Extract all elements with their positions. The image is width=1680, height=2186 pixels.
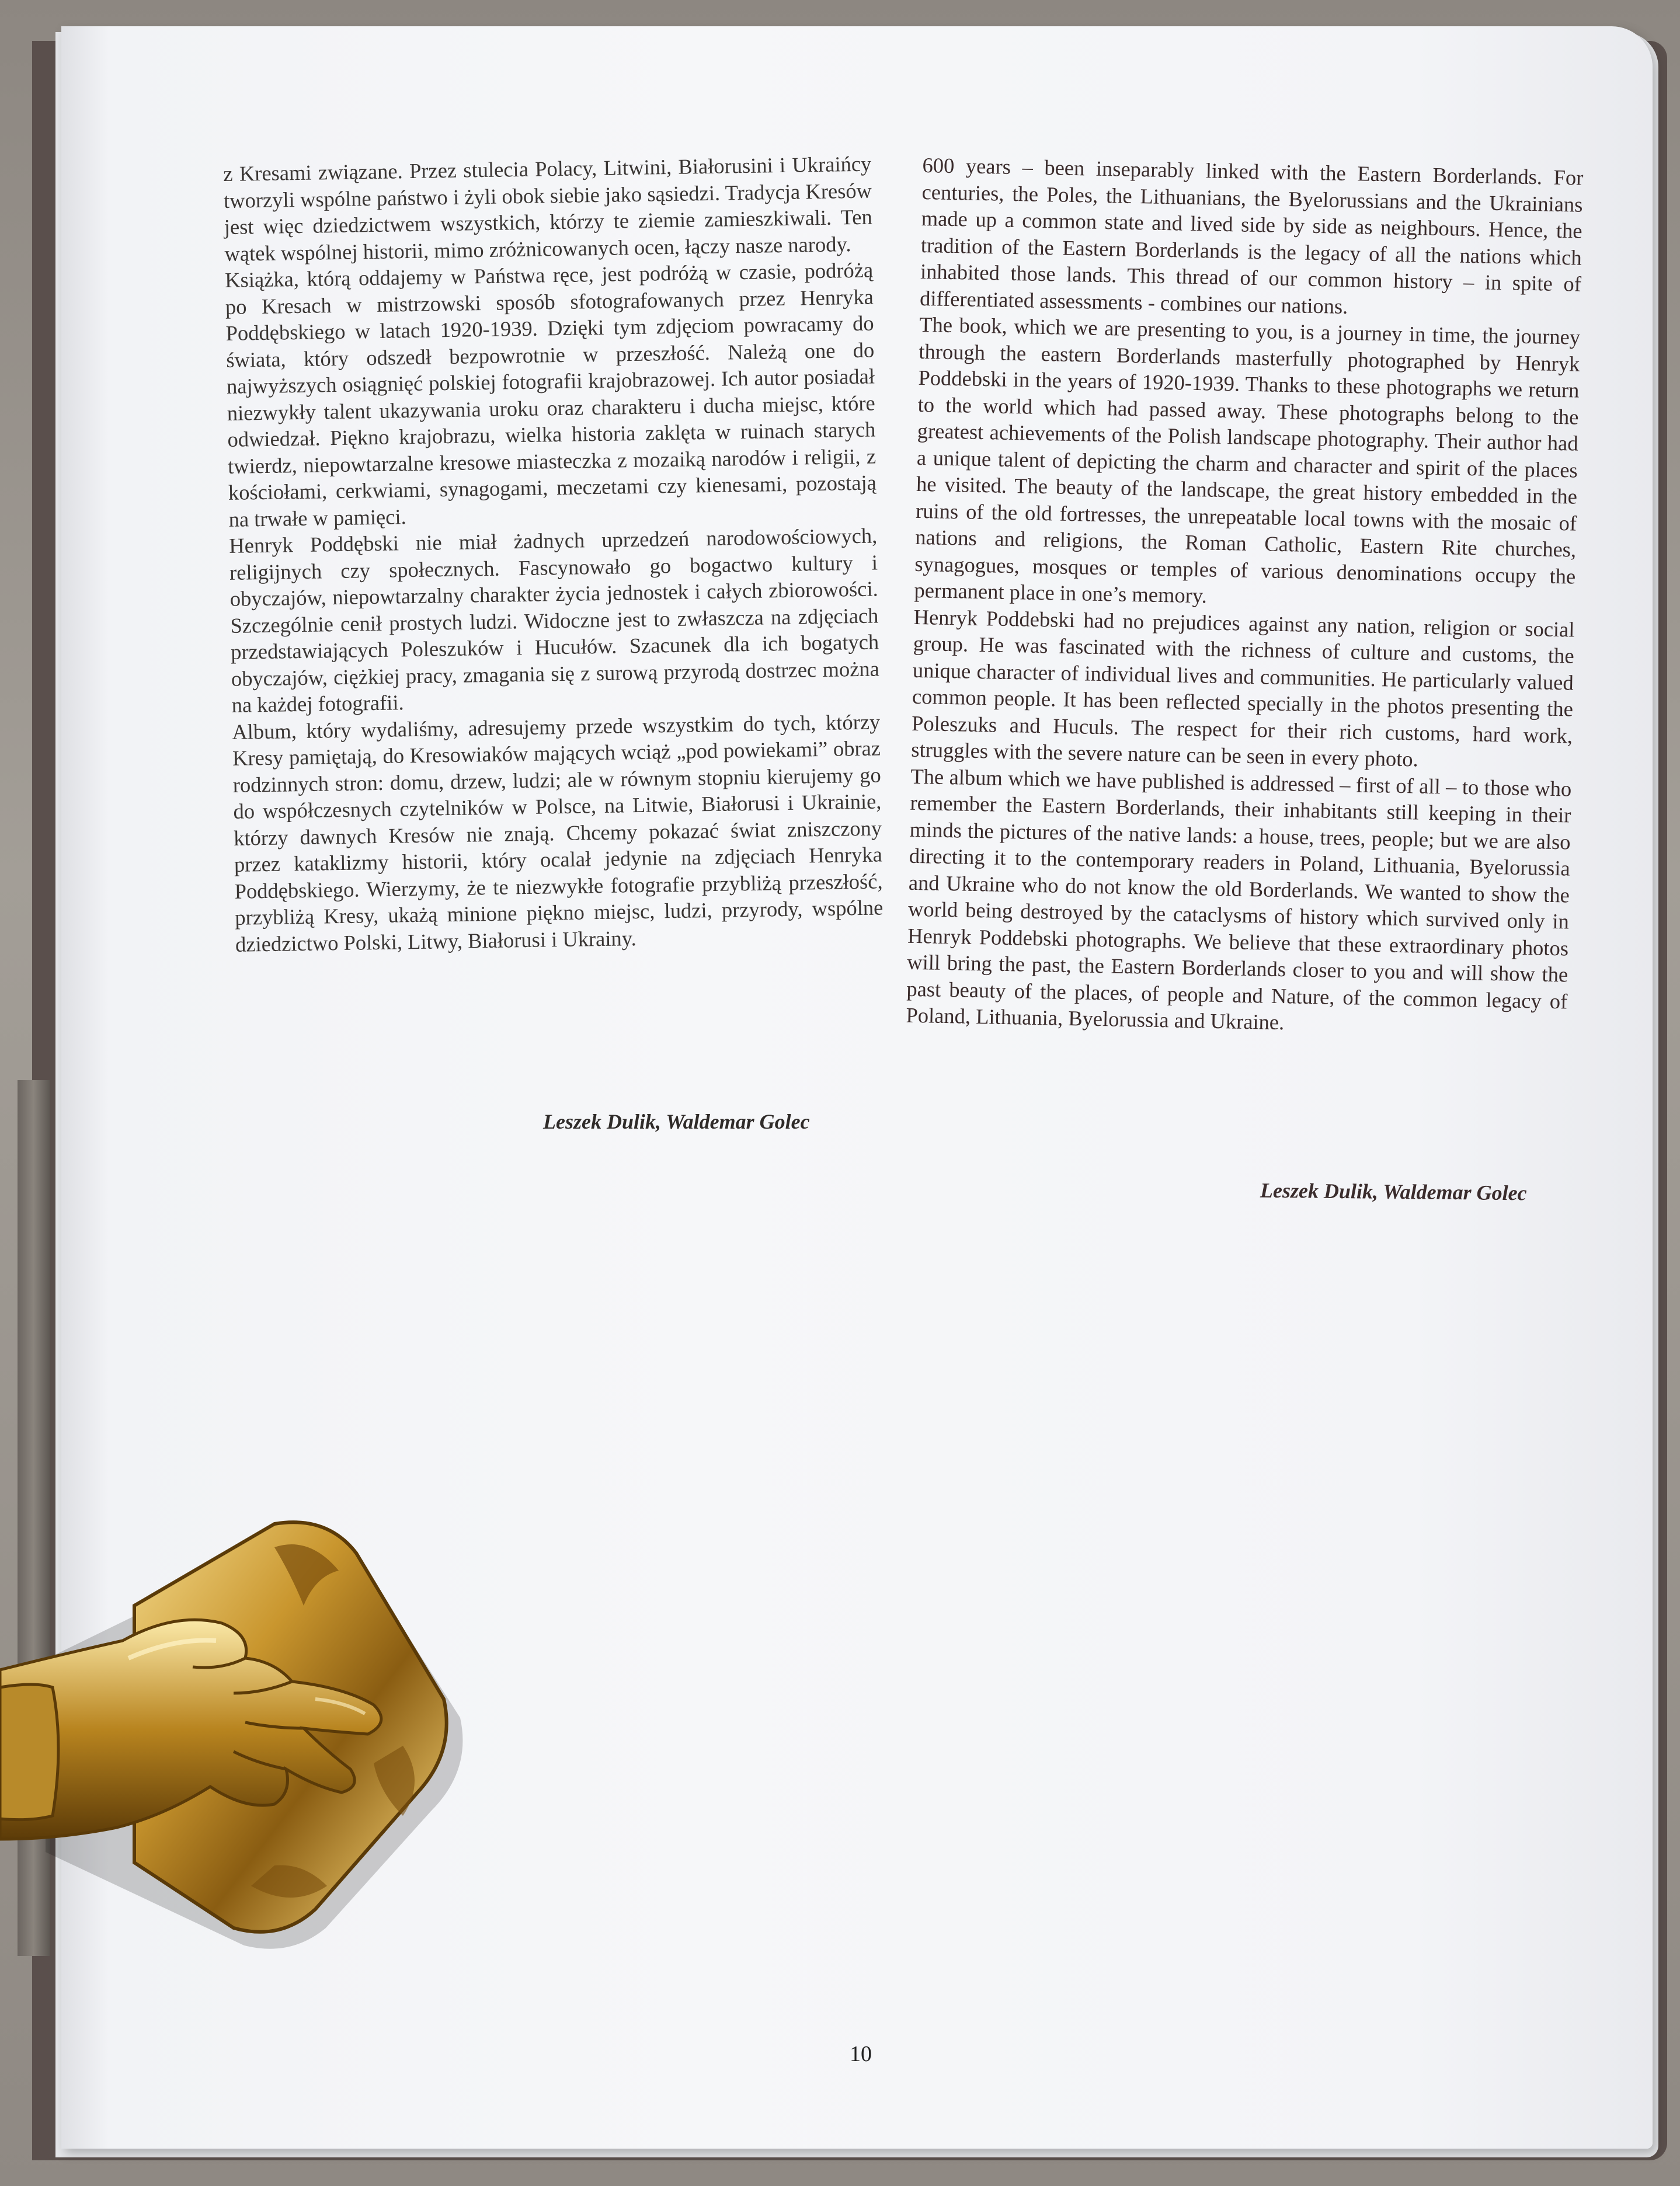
english-paragraph-3: Henryk Poddebski had no prejudices against any nation, religion or social group. He was fascinated with the richness of culture and customs, the unique character of individual lives and communities. He particularly valued common people. It has been reflected specially in the photos presenting the Poleszuks and Huculs. The respect for their rich customs, hard work, struggles with the severe nature can be seen in every photo.	[910, 604, 1575, 771]
english-signature: Leszek Dulik, Waldemar Golec	[1260, 1178, 1527, 1205]
polish-paragraph-3: Henryk Poddębski nie miał żadnych uprzedzeń narodowościowych, religijnych czy społecznych. Fascynowało go bogactwo kultury i obyczajów, niepowtarzalny charakter życia jednostek i całych zbiorowości. Szczególnie cenił prostych ludzi. Widoczne jest to zwłaszcza na zdjęciach przedstawiających Poleszuków i Hucułów. Szacunek dla ich bogatych obyczajów, ciężkiej pracy, zmagania się z surową przyrodą dostrzec można na każdej fotografii.	[229, 523, 880, 717]
polish-paragraph-4: Album, który wydaliśmy, adresujemy przede wszystkim do tych, którzy Kresy pamiętają, do Kresowiaków mających wciąż „pod powiekami” obraz rodzinnych stron: domu, drzew, ludzi; ale w równym stopniu kierujemy go do współczesnych czytelników w Polsce, na Litwie, Białorusi i Ukrainie, którzy dawnych Kresów nie znają. Chcemy pokazać świat zniszczony przez kataklizmy historii, który ocalał jedynie na zdjęciach Henryka Poddębskiego. Wierzymy, że te niezwykłe fotografie przybliżą przeszłość, przybliżą Kresy, ukażą minione piękno miejsc, ludzi, przyrody, wspólne dziedzictwo Polski, Litwy, Białorusi i Ukrainy.	[232, 709, 884, 956]
polish-text-column	[223, 151, 884, 958]
english-text-column	[906, 152, 1584, 1041]
english-paragraph-4: The album which we have published is addressed – first of all – to those who remember the Eastern Borderlands, their inhabitants still keeping in their minds the pictures of the native lands: a house, trees, people; but we are also directing it to the contemporary readers in Poland, Lithuania, Byelorussia and Ukraine who do not know the old Borderlands. We wanted to show the world being destroyed by the cataclysms of history which survived only in Henryk Poddebski photographs. We believe that these extraordinary photos will bring the past, the Eastern Borderlands closer to you and will show the past beauty of the places, of people and Nature, of the common legacy of Poland, Lithuania, Byelorussia and Ukraine.	[906, 764, 1572, 1035]
page-number: 10	[850, 2042, 872, 2066]
english-paragraph-2: The book, which we are presenting to you, is a journey in time, the journey through the eastern Borderlands masterfully photographed by Henryk Poddebski in the years of 1920-1939. Thanks to these photographs we return to the world which had passed away. These photographs belong to the greatest achievements of the Polish landscape photography. Their author had a unique talent of depicting the charm and character and spirit of the places he visited. The beauty of the landscape, the great history embedded in the ruins of the old fortresses, the unrepeatable local towns with the mosaic of nations and religions, the Roman Catholic, Eastern Rite churches, synagogues, mosques or temples of various denominations occupy the permanent place in one’s memory.	[914, 312, 1581, 608]
polish-paragraph-1: z Kresami związane. Przez stulecia Polacy, Litwini, Białorusini i Ukraińcy tworzyli wspólne państwo i żyli obok siebie jako sąsiedzi. Tradycja Kresów jest więc dziedzictwem wszystkich, którzy te ziemie zamieszkiwali. Ten wątek wspólnej historii, mimo zróżnicowanych ocen, łączy nasze narody.	[223, 151, 872, 266]
brass-hand-clip-icon	[0, 1512, 467, 1956]
polish-paragraph-2: Książka, którą oddajemy w Państwa ręce, jest podróżą w czasie, podróżą po Kresach w mistrzowski sposób sfotografowanych przez Henryka Poddębskiego w latach 1920-1939. Dzięki tym zdjęciom powracamy do świata, który odszedł bezpowrotnie w przeszłość. Należą one do najwyższych osiągnięć polskiej fotografii krajobrazowej. Ich autor posiadał niezwykły talent ukazywania uroku oraz charakteru i ducha miejsc, które odwiedzał. Piękno krajobrazu, wielka historia zaklęta w ruinach starych twierdz, niepowtarzalne kresowe miasteczka z mozaiką narodów i religii, z kościołami, cerkwiami, synagogami, meczetami czy kienesami, pozostają na trwałe w pamięci.	[224, 257, 877, 531]
polish-signature: Leszek Dulik, Waldemar Golec	[543, 1110, 810, 1133]
english-paragraph-1: 600 years – been inseparably linked with the Eastern Borderlands. For centuries, the Poles, the Lithuanians, the Byelorussians and the Ukrainians made up a common state and lived side by side as neighbours. Hence, the tradition of the Eastern Borderlands is the legacy of all the nations which inhabited those lands. This thread of our common history – in spite of differentiated assessments - combines our nations.	[919, 152, 1584, 318]
